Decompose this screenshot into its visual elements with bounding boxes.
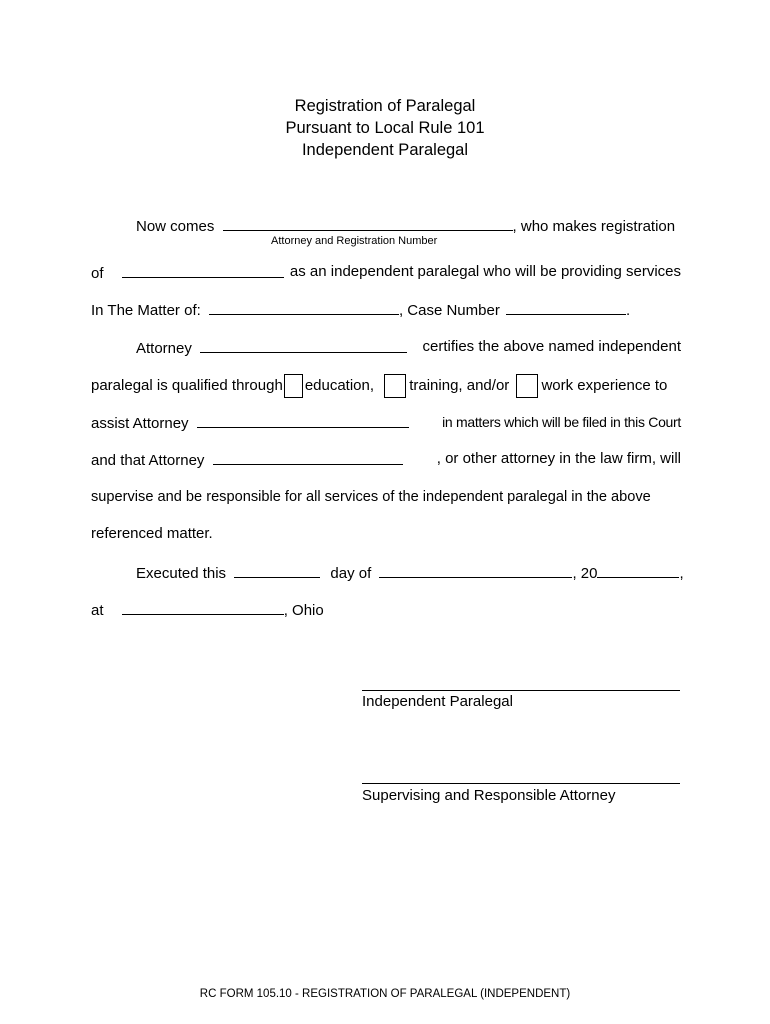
executed-comma: , [679, 565, 684, 582]
ohio-text: , Ohio [283, 602, 324, 619]
location-line [91, 599, 681, 621]
attorney-text: Attorney [136, 340, 192, 357]
work-experience-checkbox[interactable] [516, 374, 538, 398]
of-text: of [91, 265, 104, 282]
assist-attorney-line [91, 412, 681, 434]
title-line-3: Independent Paralegal [301, 141, 469, 159]
twenty-text: , 20 [572, 565, 598, 582]
education-label: education, [304, 377, 375, 394]
attorney-name-blank[interactable] [200, 337, 407, 353]
attorney-signature-line[interactable] [362, 783, 680, 784]
paralegal-signature-label: Independent Paralegal [362, 693, 513, 710]
supervising-attorney-blank[interactable] [213, 449, 403, 465]
paralegal-signature-line[interactable] [362, 690, 680, 691]
matter-period: . [626, 302, 631, 319]
matter-line [91, 299, 681, 321]
at-text: at [91, 602, 104, 619]
of-line [91, 262, 681, 284]
attorney-certifies-line [136, 337, 681, 359]
now-comes-text: Now comes [136, 218, 215, 235]
attorney-signature-label: Supervising and Responsible Attorney [362, 787, 616, 804]
of-blank[interactable] [122, 262, 284, 278]
executed-day-blank[interactable] [234, 562, 320, 578]
executed-year-blank[interactable] [597, 562, 679, 578]
executed-this-text: Executed this [136, 565, 227, 582]
title-line-2: Pursuant to Local Rule 101 [285, 119, 485, 137]
other-attorney-text: , or other attorney in the law firm, will [436, 450, 681, 467]
education-checkbox[interactable] [284, 374, 303, 398]
supervise-line: supervise and be responsible for all services of the independent paralegal in the above [91, 489, 651, 505]
matter-blank[interactable] [209, 299, 399, 315]
certifies-text: certifies the above named independent [422, 338, 681, 355]
training-label: training, and/or [409, 377, 510, 394]
assist-attorney-text: assist Attorney [91, 415, 189, 432]
training-checkbox[interactable] [384, 374, 406, 398]
attorney-registration-blank[interactable] [223, 215, 513, 231]
executed-month-blank[interactable] [379, 562, 572, 578]
qualification-line [91, 374, 681, 398]
who-makes-registration-text: , who makes registration [512, 218, 676, 235]
referenced-line: referenced matter. [91, 525, 213, 542]
in-the-matter-text: In The Matter of: [91, 302, 201, 319]
day-of-text: day of [330, 565, 372, 582]
title-line-1: Registration of Paralegal [294, 97, 476, 115]
assist-attorney-blank[interactable] [197, 412, 409, 428]
executed-line [136, 562, 684, 584]
as-independent-text: as an independent paralegal who will be providing services [289, 263, 681, 280]
city-blank[interactable] [122, 599, 284, 615]
in-matters-text: in matters which will be filed in this Court [442, 414, 681, 430]
supervising-attorney-line [91, 449, 681, 471]
and-that-attorney-text: and that Attorney [91, 452, 205, 469]
qualified-through-text: paralegal is qualified through [91, 377, 283, 394]
form-footer: RC FORM 105.10 - REGISTRATION OF PARALEGAL (INDEPENDENT) [199, 988, 571, 1000]
attorney-registration-caption: Attorney and Registration Number [271, 235, 438, 247]
work-experience-label: work experience to [541, 377, 668, 394]
case-number-text: , Case Number [398, 302, 500, 319]
case-number-blank[interactable] [506, 299, 626, 315]
